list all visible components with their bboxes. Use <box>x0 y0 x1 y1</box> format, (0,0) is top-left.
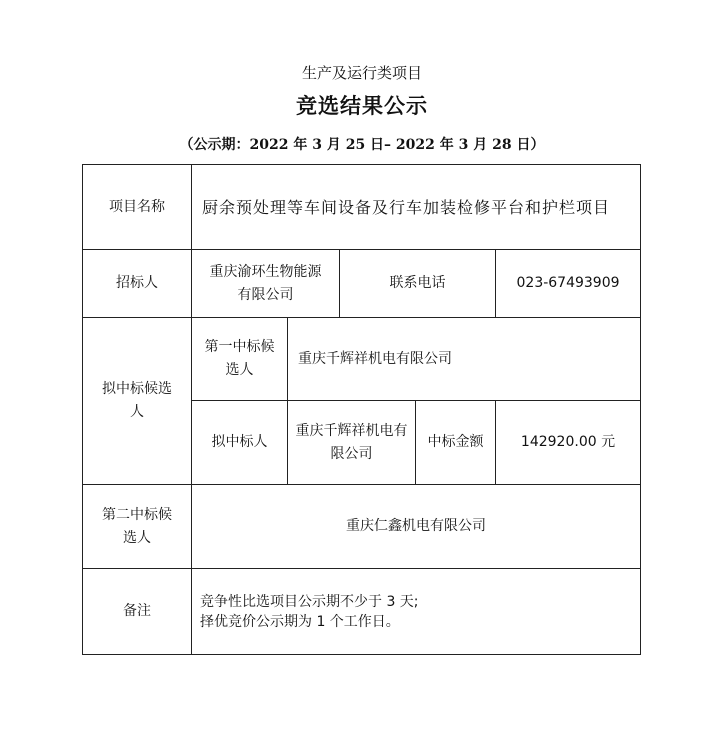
row-second-candidate <box>83 485 641 569</box>
project-name-value: 厨余预处理等车间设备及行车加装检修平台和护栏项目 <box>192 165 641 250</box>
bid-amount-value: 142920.00 元 <box>496 401 641 485</box>
tenderer-value: 重庆渝环生物能源有限公司 <box>192 250 340 318</box>
project-name-label: 项目名称 <box>83 165 192 250</box>
second-candidate-label: 第二中标候选人 <box>83 485 192 569</box>
result-table <box>82 164 641 655</box>
remarks-value <box>192 569 641 655</box>
contact-value: 023-67493909 <box>496 250 641 318</box>
bid-amount-label: 中标金额 <box>416 401 496 485</box>
document-category: 生产及运行类项目 <box>301 64 422 82</box>
publicity-period: （公示期：2022 年 3 月 25 日– 2022 年 3 月 28 日） <box>179 137 545 153</box>
remarks-line-1: 竞争性比选项目公示期不少于 3 天; <box>200 593 419 610</box>
document-title: 竞选结果公示 <box>296 93 428 118</box>
contact-label: 联系电话 <box>340 250 496 318</box>
remarks-line-2: 择优竞价公示期为 1 个工作日。 <box>200 613 400 630</box>
row-tenderer <box>83 250 641 318</box>
proposed-candidate-label: 拟中标候选人 <box>83 318 192 485</box>
remarks-label: 备注 <box>83 569 192 655</box>
proposed-winner-value: 重庆千辉祥机电有限公司 <box>288 401 416 485</box>
second-candidate-value: 重庆仁鑫机电有限公司 <box>192 485 641 569</box>
row-first-candidate <box>83 318 641 401</box>
first-candidate-label: 第一中标候选人 <box>192 318 288 401</box>
row-project-name <box>83 165 641 250</box>
first-candidate-value: 重庆千辉祥机电有限公司 <box>288 318 641 401</box>
row-remarks <box>83 569 641 655</box>
tenderer-label: 招标人 <box>83 250 192 318</box>
proposed-winner-label: 拟中标人 <box>192 401 288 485</box>
